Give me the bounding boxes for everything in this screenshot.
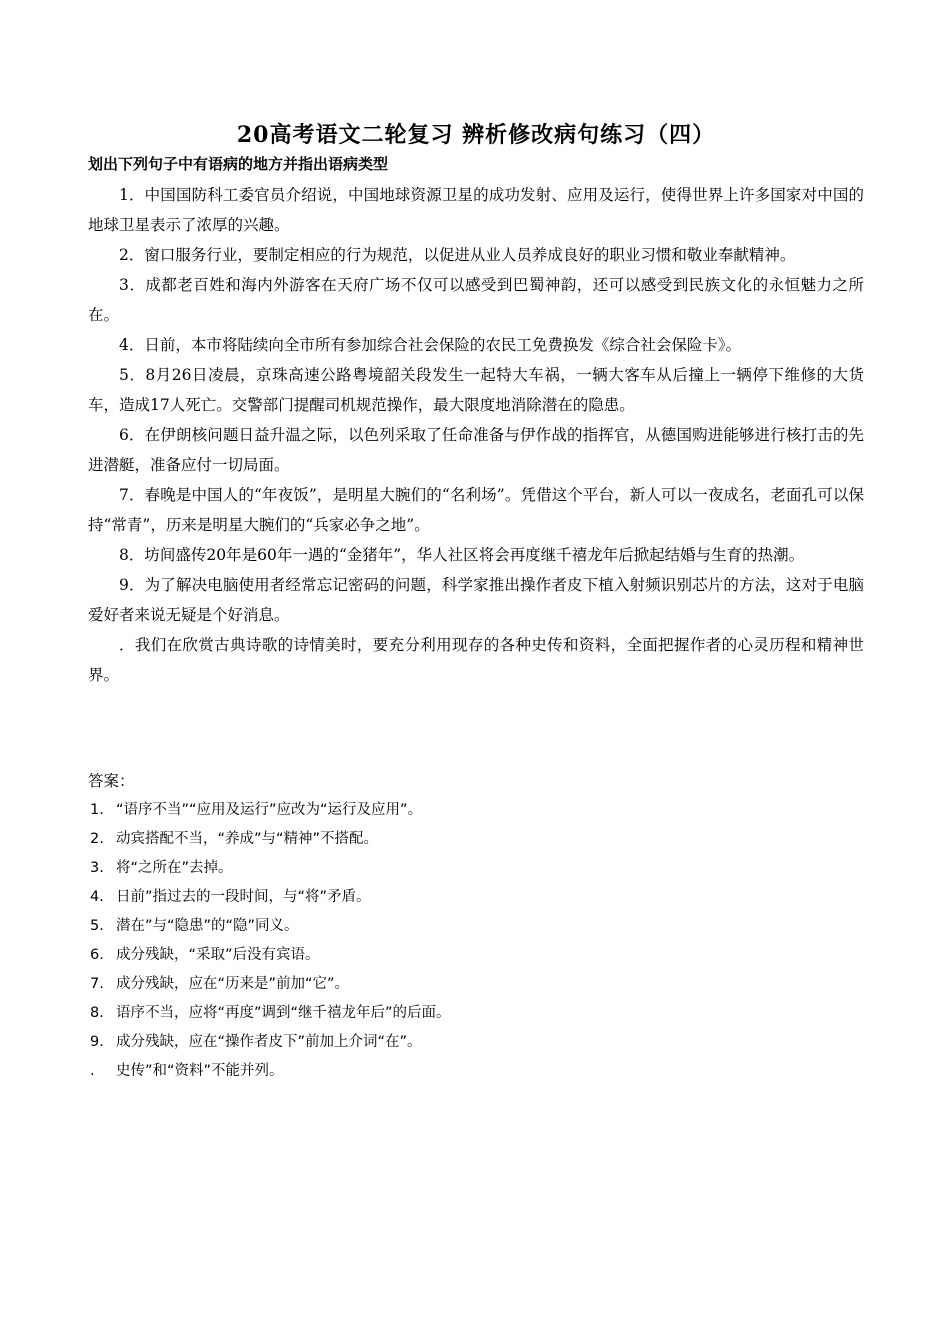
question-text: 中国国防科工委官员介绍说，中国地球资源卫星的成功发射、应用及运行，使得世界上许多国家对中国的地球卫星表示了浓厚的兴趣。 xyxy=(88,186,864,234)
answer-text: 动宾搭配不当，“养成”与“精神”不搭配。 xyxy=(116,831,379,847)
question-text: 窗口服务行业，要制定相应的行为规范，以促进从业人员养成良好的职业习惯和敬业奉献精神。 xyxy=(144,246,796,264)
answer-text: 潜在”与“隐患”的“隐”同义。 xyxy=(116,918,299,934)
question-item-6 xyxy=(88,420,864,480)
question-number: 8． xyxy=(119,546,145,564)
question-item-2 xyxy=(88,240,864,270)
instruction-text: 划出下列句子中有语病的地方并指出语病类型 xyxy=(88,155,389,173)
question-text: 我们在欣赏古典诗歌的诗情美时，要充分利用现存的各种史传和资料，全面把握作者的心灵历程和精神世界。 xyxy=(88,636,864,684)
question-number: 9． xyxy=(119,576,145,594)
answer-text: 史传”和“资料”不能并列。 xyxy=(116,1063,284,1079)
question-number: 1． xyxy=(119,186,145,204)
answer-number: 4. xyxy=(90,889,104,905)
question-item-4 xyxy=(88,330,864,360)
question-text: 坊间盛传20年是60年一遇的“金猪年”，华人社区将会再度继千禧龙年后掀起结婚与生育的热潮。 xyxy=(144,546,805,564)
question-item-3 xyxy=(88,270,864,330)
answer-number: 6. xyxy=(90,947,104,963)
answer-text: 成分残缺，应在“历来是”前加“它”。 xyxy=(116,976,350,992)
question-text: 8月26日凌晨，京珠高速公路粤境韶关段发生一起特大车祸，一辆大客车从后撞上一辆停下维修的大货车，造成17人死亡。交警部门提醒司机规范操作，最大限度地消除潜在的隐患。 xyxy=(88,366,864,414)
answers-heading: 答案： xyxy=(88,772,135,790)
answer-item-6 xyxy=(88,941,864,970)
question-number: 4． xyxy=(119,336,145,354)
answer-number: 5. xyxy=(90,918,104,934)
answer-text: 将“之所在”去掉。 xyxy=(116,860,233,876)
question-list xyxy=(88,180,864,690)
answer-number: 7. xyxy=(90,976,104,992)
question-number: 7． xyxy=(119,486,145,504)
question-number: ． xyxy=(119,636,135,654)
question-text: 为了解决电脑使用者经常忘记密码的问题，科学家推出操作者皮下植入射频识别芯片的方法，这对于电脑爱好者来说无疑是个好消息。 xyxy=(88,576,864,624)
answer-item-10 xyxy=(88,1057,864,1086)
answer-item-1 xyxy=(88,796,864,825)
answer-list xyxy=(88,796,864,1086)
answer-number: 9. xyxy=(90,1034,104,1050)
question-number: 3． xyxy=(119,276,146,294)
answer-text: 语序不当，应将“再度”调到“继千禧龙年后”的后面。 xyxy=(116,1005,451,1021)
question-item-9 xyxy=(88,570,864,630)
answer-item-9 xyxy=(88,1028,864,1057)
answer-text: 日前”指过去的一段时间，与“将”矛盾。 xyxy=(116,889,371,905)
question-number: 2． xyxy=(119,246,145,264)
answer-number: 1. xyxy=(90,802,104,818)
answer-text: “语序不当”“应用及运行”应改为“运行及应用”。 xyxy=(116,802,423,818)
answer-item-2 xyxy=(88,825,864,854)
question-text: 日前，本市将陆续向全市所有参加综合社会保险的农民工免费换发《综合社会保险卡》。 xyxy=(144,336,742,354)
answer-number: . xyxy=(90,1063,95,1079)
answer-item-7 xyxy=(88,970,864,999)
section-spacer xyxy=(88,690,864,766)
answer-item-5 xyxy=(88,912,864,941)
answer-number: 8. xyxy=(90,1005,104,1021)
question-text: 在伊朗核问题日益升温之际，以色列采取了任命准备与伊作战的指挥官，从德国购进能够进行核打击的先进潜艇，准备应付一切局面。 xyxy=(88,426,864,474)
answer-item-4 xyxy=(88,883,864,912)
question-number: 6． xyxy=(119,426,145,444)
question-text: 春晚是中国人的“年夜饭”，是明星大腕们的“名利场”。凭借这个平台，新人可以一夜成名，老面孔可以保持“常青”，历来是明星大腕们的“兵家必争之地”。 xyxy=(88,486,864,534)
answer-item-3 xyxy=(88,854,864,883)
document-page xyxy=(88,118,864,1086)
question-item-10 xyxy=(88,630,864,690)
answer-text: 成分残缺，“采取”后没有宾语。 xyxy=(116,947,320,963)
document-title: 20高考语文二轮复习 辨析修改病句练习（四） xyxy=(236,122,716,148)
question-item-8 xyxy=(88,540,864,570)
answer-text: 成分残缺，应在“操作者皮下”前加上介词“在”。 xyxy=(116,1034,422,1050)
answer-item-8 xyxy=(88,999,864,1028)
question-number: 5． xyxy=(119,366,146,384)
answer-number: 2. xyxy=(90,831,104,847)
question-item-7 xyxy=(88,480,864,540)
question-text: 成都老百姓和海内外游客在天府广场不仅可以感受到巴蜀神韵，还可以感受到民族文化的永恒魅力之所在。 xyxy=(88,276,864,324)
question-item-5 xyxy=(88,360,864,420)
question-item-1 xyxy=(88,180,864,240)
answer-number: 3. xyxy=(90,860,104,876)
